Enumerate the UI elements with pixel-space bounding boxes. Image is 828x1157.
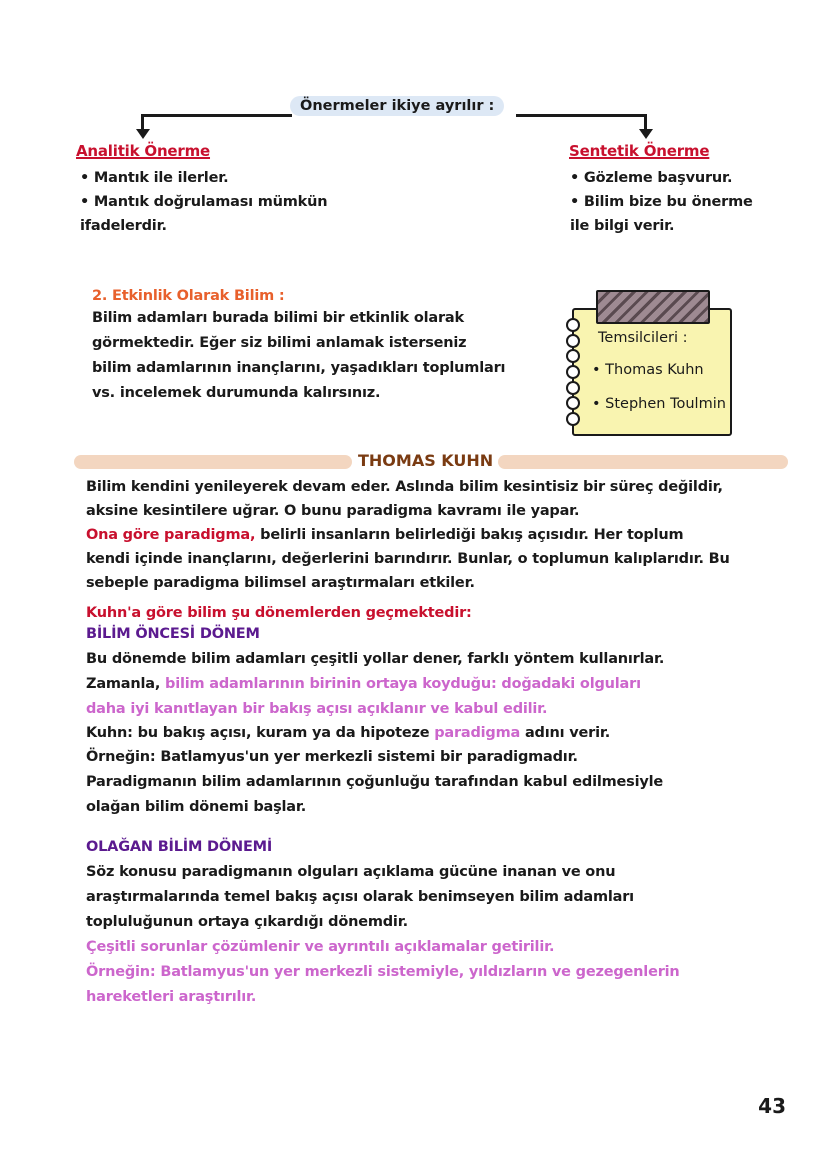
olagan-line-pink: Örneğin: Batlamyus'un yer merkezli sistemiyle, yıldızların ve gezegenlerin <box>86 964 680 980</box>
kuhn-intro-line: aksine kesintilere uğrar. O bunu paradigma kavramı ile yapar. <box>86 503 580 519</box>
note-item: • Thomas Kuhn <box>592 362 704 378</box>
connector-left-drop <box>141 114 144 130</box>
paradigma-line <box>86 527 683 543</box>
kuhn-title: THOMAS KUHN <box>358 451 494 470</box>
title-bar-left <box>74 455 352 469</box>
bilim-oncesi-line <box>86 725 610 741</box>
analitik-line: ifadelerdir. <box>80 218 167 234</box>
text-segment-pink: paradigma <box>434 725 521 741</box>
connector-left <box>142 114 292 117</box>
etkinlik-line: bilim adamlarının inançlarını, yaşadıkları toplumları <box>92 360 506 376</box>
sentetik-line: ile bilgi verir. <box>570 218 675 234</box>
etkinlik-line: vs. incelemek durumunda kalırsınız. <box>92 385 381 401</box>
bilim-oncesi-line: olağan bilim dönemi başlar. <box>86 799 307 815</box>
paradigma-line: kendi içinde inançlarını, değerlerini barındırır. Bunlar, o toplumun kalıplarıdır. Bu <box>86 551 730 567</box>
tape-decoration <box>596 290 710 324</box>
etkinlik-line: Bilim adamları burada bilimi bir etkinlik olarak <box>92 310 464 326</box>
analitik-line: • Mantık ile ilerler. <box>80 170 229 186</box>
olagan-line: topluluğunun ortaya çıkardığı dönemdir. <box>86 914 408 930</box>
paradigma-rest: belirli insanların belirlediği bakış açısıdır. Her toplum <box>255 527 684 543</box>
bilim-oncesi-line: Bu dönemde bilim adamları çeşitli yollar dener, farklı yöntem kullanırlar. <box>86 651 665 667</box>
text-segment: Kuhn: bu bakış açısı, kuram ya da hipoteze <box>86 725 435 741</box>
analitik-title: Analitik Önerme <box>76 142 211 160</box>
bilim-oncesi-line <box>86 676 641 692</box>
bilim-oncesi-line: Paradigmanın bilim adamlarının çoğunluğu tarafından kabul edilmesiyle <box>86 774 664 790</box>
text-segment-pink: bilim adamlarının birinin ortaya koyduğu: doğadaki olguları <box>160 676 641 692</box>
paradigma-highlight: Ona göre paradigma, <box>86 527 256 543</box>
text-segment: adını verir. <box>520 725 611 741</box>
diagram-center-label: Önermeler ikiye ayrılır : <box>290 96 504 116</box>
arrow-right-icon <box>639 129 653 139</box>
sentetik-line: • Gözleme başvurur. <box>570 170 733 186</box>
olagan-line: araştırmalarında temel bakış açısı olarak benimseyen bilim adamları <box>86 889 634 905</box>
olagan-line-pink: Çeşitli sorunlar çözümlenir ve ayrıntılı açıklamalar getirilir. <box>86 939 555 955</box>
bilim-oncesi-line: daha iyi kanıtlayan bir bakış açısı açıklanır ve kabul edilir. <box>86 701 548 717</box>
bilim-oncesi-title: BİLİM ÖNCESİ DÖNEM <box>86 626 260 642</box>
note-item: • Stephen Toulmin <box>592 396 726 412</box>
connector-right <box>516 114 646 117</box>
spiral-binding <box>566 318 578 426</box>
kuhn-intro-line: Bilim kendini yenileyerek devam eder. Aslında bilim kesintisiz bir süreç değildir, <box>86 479 723 495</box>
olagan-line-pink: hareketleri araştırılır. <box>86 989 257 1005</box>
page-number: 43 <box>758 1094 786 1118</box>
note-title: Temsilcileri : <box>598 330 688 346</box>
etkinlik-line: görmektedir. Eğer siz bilimi anlamak isterseniz <box>92 335 467 351</box>
sentetik-title: Sentetik Önerme <box>569 142 710 160</box>
olagan-title: OLAĞAN BİLİM DÖNEMİ <box>86 839 273 855</box>
etkinlik-title: 2. Etkinlik Olarak Bilim : <box>92 288 285 304</box>
analitik-line: • Mantık doğrulaması mümkün <box>80 194 328 210</box>
sentetik-line: • Bilim bize bu önerme <box>570 194 753 210</box>
paradigma-line: sebeple paradigma bilimsel araştırmaları etkiler. <box>86 575 475 591</box>
text-segment: Zamanla, <box>86 676 161 692</box>
olagan-line: Söz konusu paradigmanın olguları açıklama gücüne inanan ve onu <box>86 864 616 880</box>
bilim-oncesi-line: Örneğin: Batlamyus'un yer merkezli sistemi bir paradigmadır. <box>86 749 578 765</box>
connector-right-drop <box>644 114 647 130</box>
periods-intro: Kuhn'a göre bilim şu dönemlerden geçmektedir: <box>86 605 472 621</box>
title-bar-right <box>498 455 788 469</box>
arrow-left-icon <box>136 129 150 139</box>
